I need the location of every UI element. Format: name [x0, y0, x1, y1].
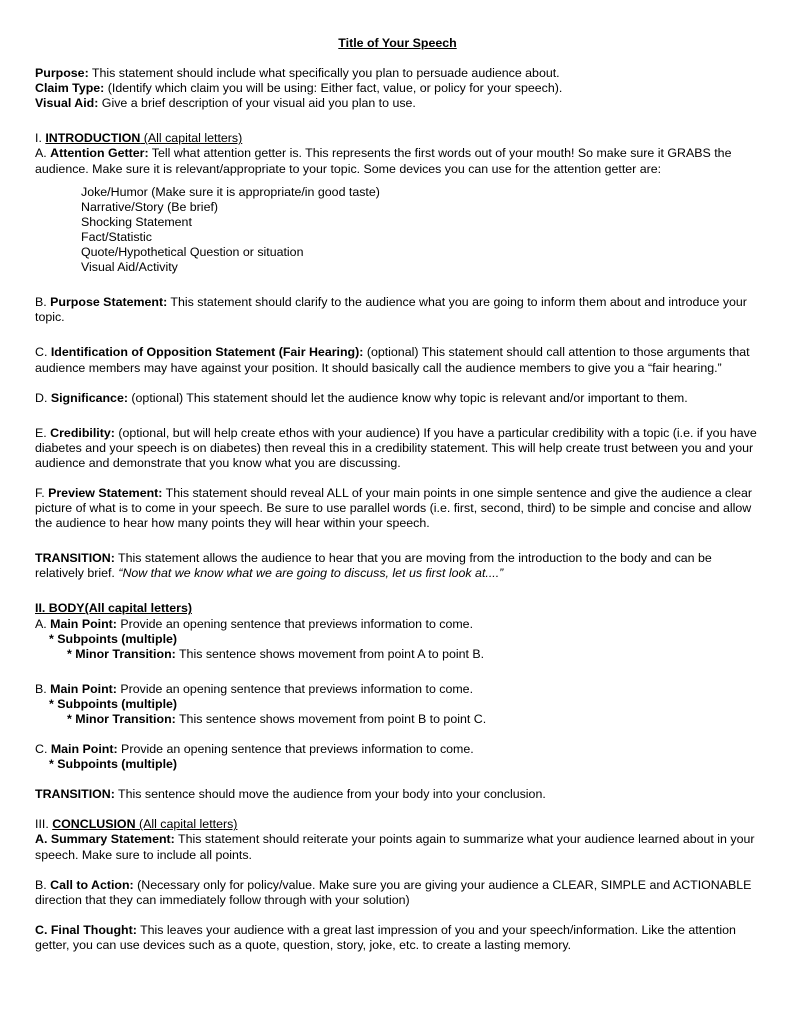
transition-text: This statement allows the audience to hear that you are moving from the introduction to the body and can be relatively brief.: [35, 551, 712, 581]
main-point-b: B. Main Point: Provide an opening sentence that previews information to come.: [35, 681, 474, 696]
summary-statement: [35, 832, 760, 862]
attention-getter-text: Tell what attention getter is. This represents the first words out of your mouth! So make sure it GRABS the audience. Make sure it is relevant/appropriate to your topic. Some devices you can use for the attention getter are:: [35, 146, 732, 176]
summary-text: This statement should reiterate your points again to summarize what your audience learned about in your speech. Make sure to include all points.: [35, 832, 755, 862]
list-item: Visual Aid/Activity: [81, 260, 178, 275]
call-to-action: B. Call to Action: (Necessary only for policy/value. Make sure you are giving your audience a CLEAR, SIMPLE and ACTIONABLE direction that they can immediately follow through with your solution): [35, 877, 752, 907]
attention-getter-label: Attention Getter:: [50, 146, 149, 161]
intro-heading: I. INTRODUCTION (All capital letters): [35, 131, 243, 146]
purpose-text: This statement should include what specifically you plan to persuade audience about.: [88, 66, 560, 81]
significance-label: Significance:: [50, 390, 128, 405]
conclusion-heading-note: (All capital letters): [135, 817, 238, 832]
transition-label: TRANSITION:: [35, 787, 115, 802]
opposition-statement-label: Identification of Opposition Statement (Fair Hearing):: [50, 345, 364, 360]
subpoints-c: * Subpoints (multiple): [49, 757, 178, 772]
opposition-statement: C. Identification of Opposition Statement (Fair Hearing): (optional) This statement should call attention to those arguments that audience members may have against your position. It should basically call the audience members to give you a “fair hearing.”: [35, 345, 750, 375]
transition-text: This sentence should move the audience from your body into your conclusion.: [114, 787, 546, 802]
main-point-label: Main Point:: [50, 681, 117, 696]
main-point-text: Provide an opening sentence that previews information to come.: [116, 616, 474, 631]
main-point-label: Main Point:: [50, 742, 118, 757]
list-item: Narrative/Story (Be brief): [81, 199, 219, 214]
purpose-statement: B. Purpose Statement: This statement should clarify to the audience what you are going to inform them about and introduce your topic.: [35, 295, 747, 325]
call-to-action-label: Call to Action:: [50, 877, 134, 892]
conclusion-heading-label: CONCLUSION: [52, 817, 136, 832]
subpoints-a: * Subpoints (multiple): [49, 631, 178, 646]
preview-statement: F. Preview Statement: This statement should reveal ALL of your main points in one simple sentence and give the audience a clear picture of what is to come in your speech. Be sure to use parallel words (i.e. first, second, third) to be simple and concise and allow the audience to hear how many points they will hear within your speech.: [35, 485, 753, 531]
intro-heading-note: (All capital letters): [140, 131, 243, 146]
attention-devices-list: [81, 185, 760, 276]
visual-aid-text: Give a brief description of your visual aid you plan to use.: [98, 96, 416, 111]
summary-label: A. Summary Statement:: [35, 832, 175, 847]
main-point-text: Provide an opening sentence that previews information to come.: [116, 681, 474, 696]
transition-body-conclusion: [35, 787, 760, 802]
main-point-a: A. Main Point: Provide an opening sentence that previews information to come.: [35, 616, 474, 631]
call-to-action-text: (Necessary only for policy/value. Make sure you are giving your audience a CLEAR, SIMPLE and ACTIONABLE direction that they can immediately follow through with your solution): [35, 877, 752, 907]
transition-intro-body: [35, 551, 760, 581]
credibility-label: Credibility:: [50, 425, 115, 440]
final-thought-label: C. Final Thought:: [35, 922, 137, 937]
credibility-statement: E. Credibility: (optional, but will help create ethos with your audience) If you have a particular credibility with a topic (i.e. if you have diabetes and your speech is on diabetes) then reveal this in a credibility statement. This will help create trust between you and your audience and demonstrate that you know what you are discussing.: [35, 425, 757, 470]
preview-label: Preview Statement:: [48, 485, 163, 500]
minor-transition-a: [35, 647, 760, 662]
main-point-label: Main Point:: [50, 616, 117, 631]
minor-transition-text: This sentence shows movement from point A to point B.: [175, 646, 485, 661]
list-item: Quote/Hypothetical Question or situation: [81, 245, 304, 260]
claim-text: (Identify which claim you will be using: Either fact, value, or policy for your speech).: [104, 81, 563, 96]
minor-transition-text: This sentence shows movement from point B to point C.: [175, 712, 487, 726]
significance-text: (optional) This statement should let the audience know why topic is relevant and/or important to them.: [127, 390, 688, 405]
minor-transition-label: * Minor Transition:: [67, 646, 176, 661]
claim-label: Claim Type:: [35, 81, 105, 96]
transition-label: TRANSITION:: [35, 551, 115, 566]
final-thought: [35, 923, 760, 953]
conclusion-heading: III. CONCLUSION (All capital letters): [35, 817, 238, 832]
transition-quote: “Now that we know what we are going to discuss, let us first look at....”: [118, 566, 504, 581]
intro-heading-label: INTRODUCTION: [45, 131, 141, 146]
final-thought-text: This leaves your audience with a great last impression of you and your speech/information. Like the attention getter, you can use devices such as a quote, question, story, joke, etc. to create a lasting memory.: [35, 922, 736, 952]
purpose-statement-label: Purpose Statement:: [50, 295, 168, 310]
main-point-text: Provide an opening sentence that previews information to come.: [117, 742, 474, 757]
list-item: Shocking Statement: [81, 214, 192, 229]
purpose-statement-text: This statement should clarify to the audience what you are going to inform them about and introduce your topic.: [35, 295, 747, 325]
minor-transition-b: [35, 712, 760, 727]
minor-transition-label: * Minor Transition:: [67, 712, 176, 726]
list-item: Fact/Statistic: [81, 229, 152, 244]
preview-text: This statement should reveal ALL of your main points in one simple sentence and give the audience a clear picture of what is to come in your speech. Be sure to use parallel words (i.e. first, second, third) to be simple and concise and allow the audience to hear how many points they will hear within your speech.: [35, 485, 753, 531]
significance-statement: D. Significance: (optional) This statement should let the audience know why topic is relevant and/or important to them.: [35, 390, 688, 405]
body-heading: II. BODY(All capital letters): [35, 601, 192, 616]
credibility-text: (optional, but will help create ethos with your audience) If you have a particular credibility with a topic (i.e. if you have diabetes and your speech is on diabetes) then reveal this in a credibility statement. This will help create trust between you and your audience and demonstrate that you know what you are discussing.: [35, 425, 757, 470]
purpose-label: Purpose:: [35, 66, 89, 81]
document-page: [35, 36, 760, 953]
opposition-statement-text: (optional) This statement should call attention to those arguments that audience members may have against your position. It should basically call the audience members to give you a “fair hearing.”: [35, 345, 750, 375]
main-point-c: C. Main Point: Provide an opening sentence that previews information to come.: [35, 742, 474, 757]
claim-line: [35, 81, 760, 96]
subpoints-b: * Subpoints (multiple): [49, 696, 178, 711]
visual-aid-line: [35, 96, 760, 111]
attention-getter: A. Attention Getter: Tell what attention getter is. This represents the first words out of your mouth! So make sure it GRABS the audience. Make sure it is relevant/appropriate to your topic. Some devices you can use for the attention getter are:: [35, 146, 732, 176]
purpose-line: [35, 66, 760, 81]
list-item: Joke/Humor (Make sure it is appropriate/in good taste): [81, 184, 380, 199]
page-title: Title of Your Speech: [338, 36, 457, 50]
visual-aid-label: Visual Aid:: [35, 96, 99, 111]
